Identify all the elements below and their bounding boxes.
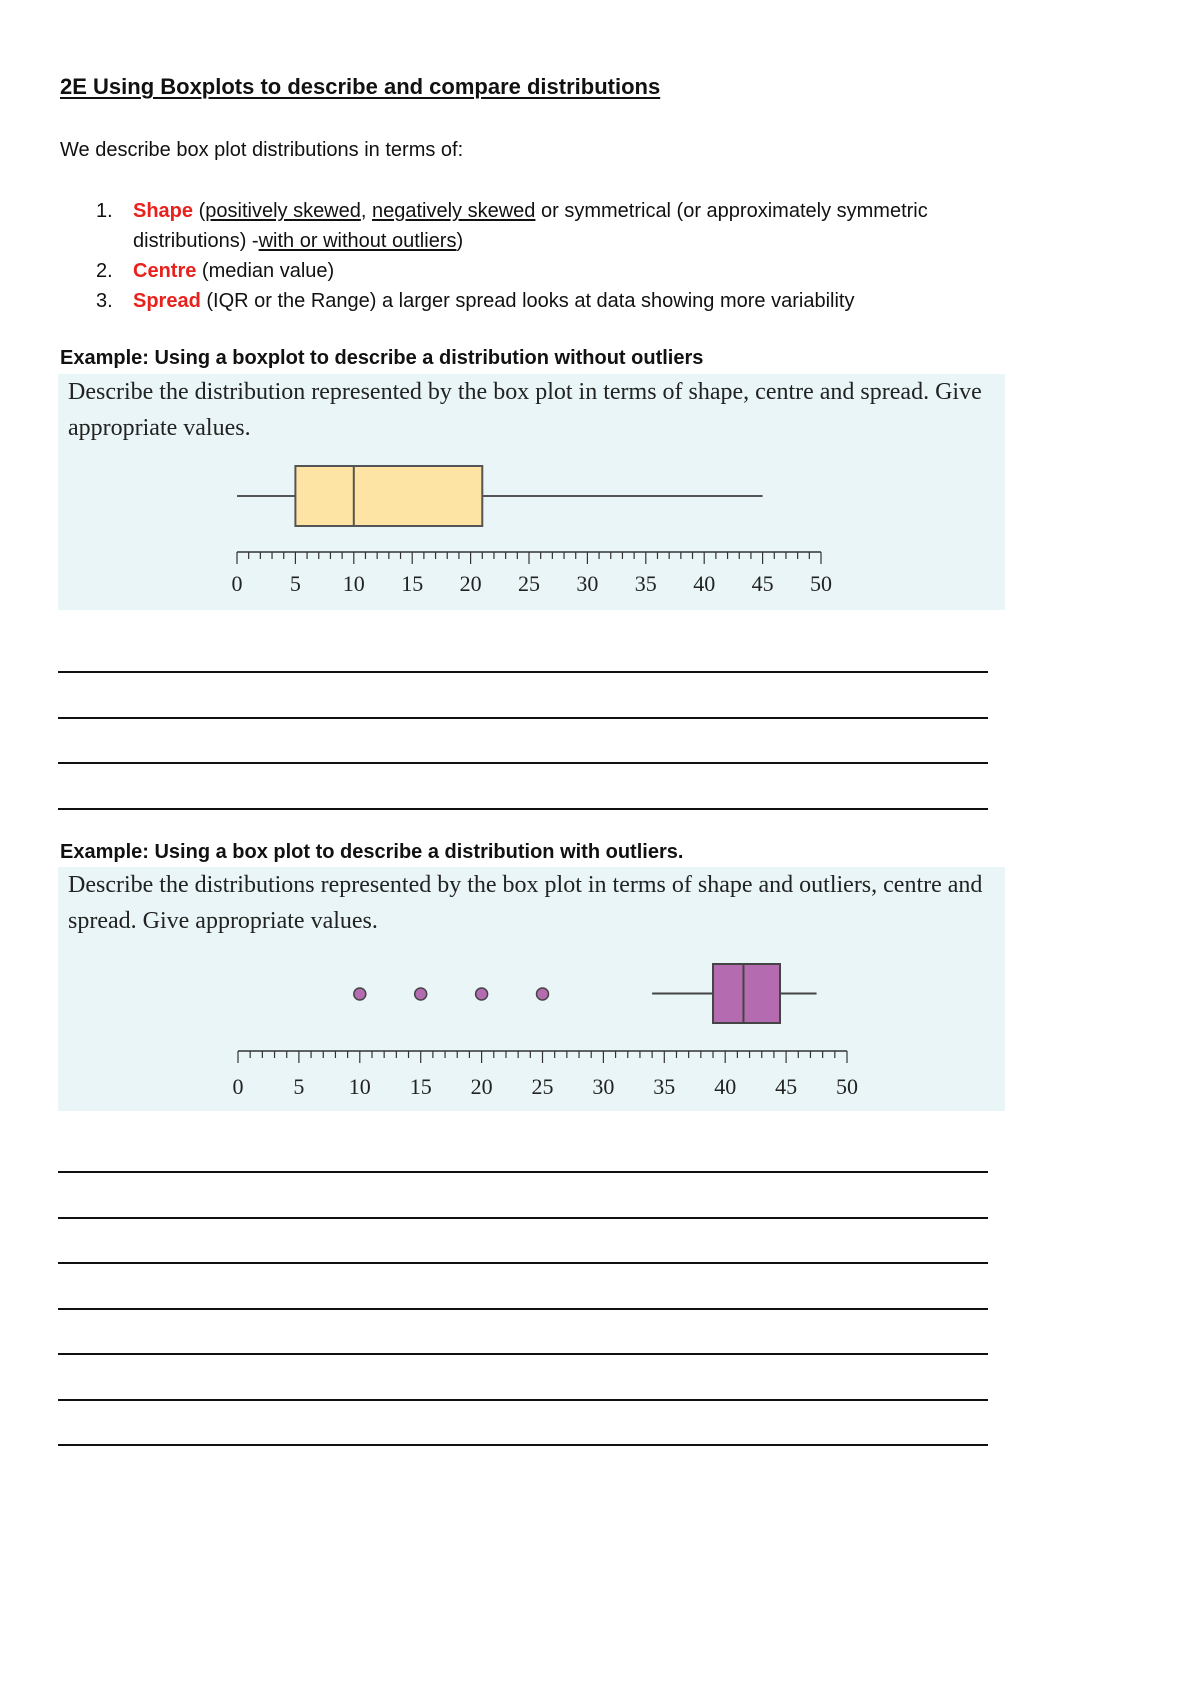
axis-tick-label: 0 xyxy=(232,1074,244,1099)
answer-line[interactable] xyxy=(58,1308,988,1310)
criterion-key: Spread xyxy=(133,290,201,312)
axis-tick-label: 10 xyxy=(348,1074,371,1099)
answer-line[interactable] xyxy=(58,1217,988,1219)
answer-line[interactable] xyxy=(58,1444,988,1446)
axis-tick-label: 50 xyxy=(836,1074,858,1099)
example1-panel xyxy=(58,374,1005,610)
list-number: 3. xyxy=(96,290,113,312)
axis-tick-label: 35 xyxy=(653,1074,676,1099)
axis-tick-label: 15 xyxy=(401,571,424,596)
example2-prompt: Describe the distributions represented by the box plot in terms of shape and outliers, centre and spread. Give appropriate values. xyxy=(68,872,983,934)
axis-tick-label: 25 xyxy=(531,1074,554,1099)
page-title: 2E Using Boxplots to describe and compare distributions xyxy=(60,74,661,99)
outlier-point xyxy=(354,988,366,1000)
axis-tick-label: 10 xyxy=(342,571,365,596)
answer-line[interactable] xyxy=(58,1262,988,1264)
outlier-point xyxy=(476,988,488,1000)
criterion-key: Centre xyxy=(133,260,197,282)
iqr-box xyxy=(295,466,482,526)
answer-line[interactable] xyxy=(58,717,988,719)
axis-tick-label: 5 xyxy=(289,571,301,596)
criterion-text: or symmetrical (or approximately symmetric distributions) - xyxy=(133,200,928,252)
list-number: 2. xyxy=(96,260,113,282)
axis-tick-label: 40 xyxy=(714,1074,737,1099)
answer-line[interactable] xyxy=(58,1171,988,1173)
criterion-centre xyxy=(60,256,960,286)
outlier-point xyxy=(415,988,427,1000)
list-number: 1. xyxy=(96,200,113,222)
answer-line[interactable] xyxy=(58,1399,988,1401)
axis-tick-label: 25 xyxy=(518,571,540,596)
criteria-list xyxy=(60,196,960,316)
axis-tick-label: 15 xyxy=(409,1074,432,1099)
axis-tick-label: 30 xyxy=(592,1074,615,1099)
axis-tick-label: 20 xyxy=(459,571,482,596)
example1-prompt: Describe the distribution represented by the box plot in terms of shape, centre and spread. Give appropriate values. xyxy=(68,379,982,441)
answer-line[interactable] xyxy=(58,762,988,764)
answer-line[interactable] xyxy=(58,808,988,810)
intro-text: We describe box plot distributions in terms of: xyxy=(60,139,464,161)
answer-line[interactable] xyxy=(58,671,988,673)
axis-tick-label: 30 xyxy=(576,571,599,596)
axis-tick-label: 5 xyxy=(293,1074,305,1099)
example2-panel xyxy=(58,867,1005,1111)
iqr-box xyxy=(713,964,780,1023)
criterion-text: ) xyxy=(456,230,464,252)
outlier-point xyxy=(537,988,549,1000)
criterion-shape xyxy=(60,196,960,256)
axis-tick-label: 45 xyxy=(775,1074,798,1099)
axis-tick-label: 35 xyxy=(634,571,657,596)
criterion-text: (IQR or the Range) a larger spread looks at data showing more variability xyxy=(200,290,855,312)
answer-line[interactable] xyxy=(58,1353,988,1355)
boxplot-chart-2 xyxy=(58,867,1005,1111)
boxplot-chart-1 xyxy=(58,374,1005,610)
example1-heading: Example: Using a boxplot to describe a distribution without outliers xyxy=(60,347,704,369)
axis-tick-label: 0 xyxy=(231,571,243,596)
underlined-term: with or without outliers xyxy=(258,230,457,252)
example2-heading: Example: Using a box plot to describe a distribution with outliers. xyxy=(60,841,684,863)
axis-tick-label: 50 xyxy=(810,571,832,596)
criterion-text: , xyxy=(360,200,372,222)
underlined-term: positively skewed xyxy=(205,200,361,222)
criterion-text: ( xyxy=(193,200,206,222)
axis-tick-label: 40 xyxy=(693,571,716,596)
criterion-text: (median value) xyxy=(196,260,335,282)
criterion-key: Shape xyxy=(133,200,194,222)
criterion-spread xyxy=(60,286,960,316)
axis-tick-label: 45 xyxy=(751,571,774,596)
underlined-term: negatively skewed xyxy=(372,200,536,222)
axis-tick-label: 20 xyxy=(470,1074,493,1099)
